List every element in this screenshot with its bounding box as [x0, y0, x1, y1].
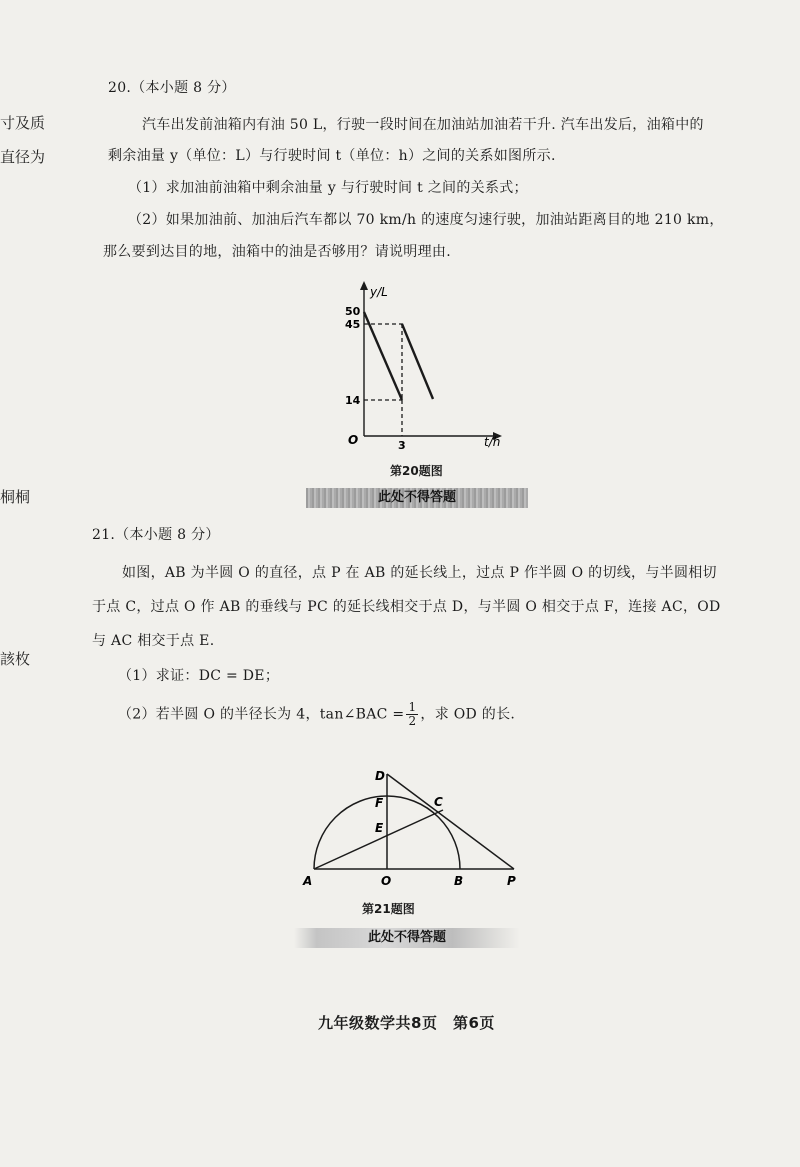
question-21-part-1: （1）求证：DC = DE； — [118, 668, 280, 684]
margin-fragment: 寸及质 — [0, 114, 46, 132]
y-axis-arrow — [360, 281, 368, 290]
point-label-B: B — [454, 874, 464, 888]
question-21-figure — [300, 762, 530, 892]
fraction-denominator: 2 — [408, 714, 417, 728]
point-label-E: E — [375, 821, 384, 835]
question-20-text-line: 剩余油量 y（单位：L）与行驶时间 t（单位：h）之间的关系如图所示. — [108, 148, 556, 164]
point-label-F: F — [375, 796, 384, 810]
point-label-A: A — [303, 874, 313, 888]
y-axis-label: y/L — [370, 285, 388, 299]
y-tick-label: 50 — [345, 305, 361, 318]
page-footer: 九年级数学共8页 第6页 — [318, 1014, 495, 1032]
margin-fragment: 桐桐 — [0, 488, 31, 506]
question-20-text-line: 汽车出发前油箱内有油 50 L，行驶一段时间在加油站加油若干升. 汽车出发后，油箱中的 — [142, 117, 704, 133]
point-label-P: P — [507, 874, 516, 888]
origin-label: O — [348, 433, 359, 447]
fraction — [406, 701, 418, 728]
margin-fragment: 該枚 — [0, 650, 31, 668]
x-tick-label: 3 — [398, 439, 406, 452]
question-21-part-2 — [118, 701, 515, 728]
x-axis-label: t/h — [484, 435, 501, 449]
line-DP — [387, 774, 514, 869]
question-21-text-line: 与 AC 相交于点 E. — [92, 633, 215, 649]
question-21-text-line: 于点 C，过点 O 作 AB 的垂线与 PC 的延长线相交于点 D，与半圆 O 相交于点 F，连接 AC，OD — [92, 599, 721, 615]
point-label-D: D — [375, 769, 385, 783]
no-answer-bar: 此处不得答题 — [294, 928, 520, 948]
y-tick-label: 14 — [345, 394, 361, 407]
point-label-O: O — [381, 874, 392, 888]
no-answer-bar: 此处不得答题 — [306, 488, 528, 508]
question-20-figure-caption: 第20题图 — [390, 464, 443, 478]
fraction-numerator: 1 — [408, 700, 417, 714]
point-label-C: C — [434, 795, 443, 809]
question-21-figure-caption: 第21题图 — [362, 902, 415, 916]
question-21-part-2-text: ，求 OD 的长. — [420, 706, 516, 723]
question-21-part-2-text: （2）若半圆 O 的半径长为 4，tan∠BAC = — [118, 706, 405, 723]
margin-fragment: 直径为 — [0, 148, 46, 166]
question-20-graph — [330, 276, 520, 456]
question-20-header: 20.（本小题 8 分） — [108, 80, 236, 96]
segment-before-refuel — [364, 312, 402, 400]
question-21-header: 21.（本小题 8 分） — [92, 527, 220, 543]
question-20-part-2: （2）如果加油前、加油后汽车都以 70 km/h 的速度匀速行驶，加油站距离目的地 210 km， — [128, 212, 724, 228]
segment-after-refuel — [402, 324, 433, 399]
question-20-part-2-cont: 那么要到达目的地，油箱中的油是否够用？请说明理由. — [103, 244, 451, 260]
question-20-part-1: （1）求加油前油箱中剩余油量 y 与行驶时间 t 之间的关系式； — [128, 180, 528, 196]
y-tick-label: 45 — [345, 318, 361, 331]
question-21-text-line: 如图，AB 为半圆 O 的直径，点 P 在 AB 的延长线上，过点 P 作半圆 O 的切线，与半圆相切 — [122, 565, 717, 581]
